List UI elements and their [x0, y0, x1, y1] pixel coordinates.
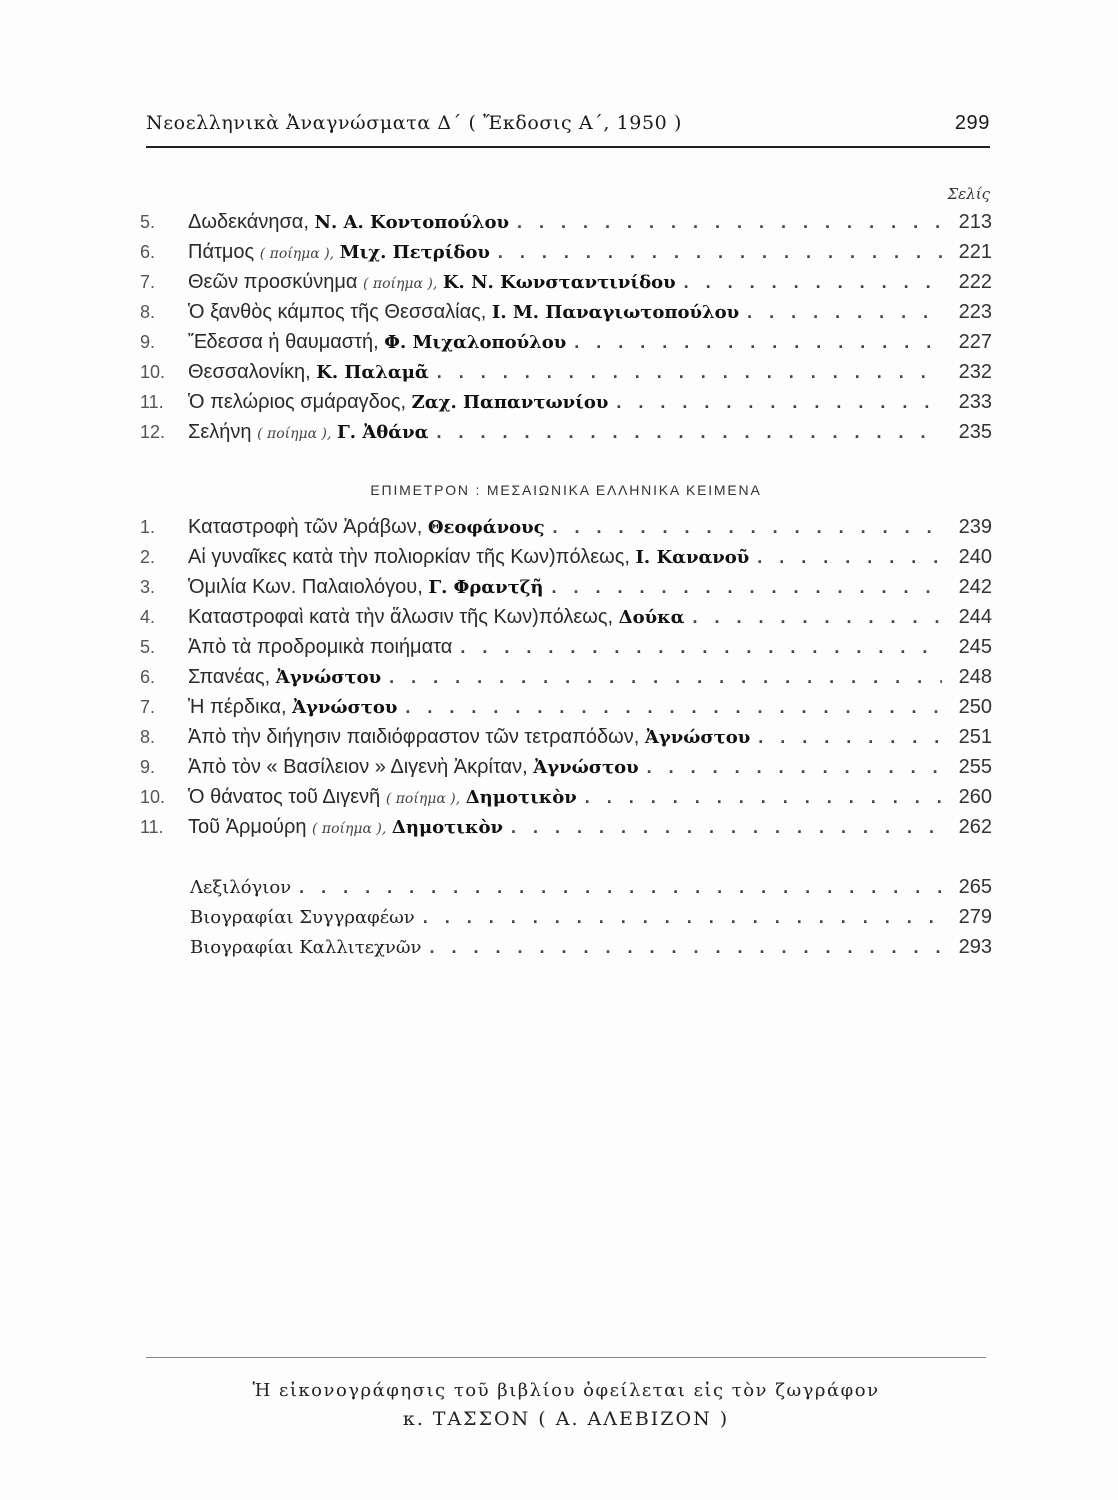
dot-leader [616, 387, 942, 417]
entry-number: 10. [140, 787, 166, 807]
dot-leader [423, 902, 942, 932]
entry-author: Ἀγνώστου [275, 667, 382, 688]
entry-page: 260 [958, 786, 992, 808]
entry-author: Ζαχ. Παπαντωνίου [411, 392, 609, 413]
entry-title: Πάτμος [188, 241, 255, 263]
entry-author: Γ. Ἀθάνα [337, 422, 429, 443]
entry-author: Ἀγνώστου [292, 697, 398, 718]
column-label-selis: Σελίς [947, 185, 990, 203]
dot-leader [574, 327, 942, 357]
toc-entry [190, 902, 992, 932]
entry-number: 5. [140, 637, 156, 657]
entry-number: 7. [140, 697, 156, 717]
entry-number: 5. [140, 212, 156, 232]
toc-entry [140, 602, 992, 632]
entry-title: Σελήνη [188, 421, 252, 443]
toc-entry [190, 872, 992, 902]
dot-leader [405, 692, 942, 722]
entry-author: Κ. Ν. Κωνσταντινίδου [442, 272, 676, 293]
entry-note: ( ποίημα ), [257, 426, 332, 442]
toc-entry [140, 572, 992, 602]
toc-entry [140, 267, 992, 297]
entry-note: ( ποίημα ), [259, 246, 335, 262]
entry-title: Καταστροφὴ τῶν Ἀράβων, [188, 516, 423, 538]
entry-author: Κ. Παλαμᾶ [316, 362, 429, 383]
toc-entry [140, 722, 992, 752]
entry-title: Τοῦ Ἀρμούρη [188, 816, 307, 838]
dot-leader [747, 297, 942, 327]
running-head [146, 112, 990, 142]
entry-page: 265 [958, 876, 992, 898]
entry-number: 11. [140, 817, 164, 837]
entry-title: Ὁ ξανθὸς κάμπος τῆς Θεσσαλίας, [188, 301, 487, 323]
entry-number: 10. [140, 362, 166, 382]
entry-note: ( ποίημα ), [363, 276, 438, 292]
entry-page: 213 [958, 211, 992, 233]
entry-number: 9. [140, 332, 156, 352]
toc-entry [140, 752, 992, 782]
entry-page: 279 [958, 906, 992, 928]
toc-entry [140, 207, 992, 237]
dot-leader [517, 207, 942, 237]
entry-title: Καταστροφαὶ κατὰ τὴν ἅλωσιν τῆς Κων)πόλεως, [188, 606, 614, 628]
entry-number: 3. [140, 577, 156, 597]
section-heading-epimetron: ΕΠΙΜΕΤΡΟΝ : ΜΕΣΑΙΩΝΙΚΑ ΕΛΛΗΝΙΚΑ ΚΕΙΜΕΝΑ [370, 482, 762, 498]
entry-title: Θεσσαλονίκη, [188, 361, 311, 383]
entry-author: Δημοτικὸν [465, 787, 577, 808]
entry-number: 4. [140, 607, 156, 627]
entry-number: 9. [140, 757, 156, 777]
entry-note: ( ποίημα ), [312, 821, 387, 837]
entry-page: 240 [958, 546, 992, 568]
entry-page: 222 [958, 271, 992, 293]
dot-leader [647, 752, 942, 782]
toc-entry [140, 327, 992, 357]
toc-group-appendix [190, 872, 992, 962]
toc-entry [140, 542, 992, 572]
entry-author: Δούκα [618, 607, 685, 628]
entry-title: Ἀπὸ τὴν διήγησιν παιδιόφραστον τῶν τετραπόδων, [188, 726, 640, 748]
entry-author: Ἀγνώστου [533, 757, 639, 778]
toc-entry [140, 782, 992, 812]
entry-title: Ἡ πέρδικα, [188, 696, 287, 718]
illustration-credit-line1: Ἡ εἰκονογράφησις τοῦ βιβλίου ὀφείλεται εἰς τὸν ζωγράφον [252, 1380, 880, 1401]
running-head-title: Νεοελληνικὰ Ἀναγνώσματα Δ΄ ( Ἔκδοσις Α΄, 1950 ) [146, 112, 683, 134]
footer-rule [146, 1357, 986, 1358]
entry-number: 8. [140, 727, 156, 747]
dot-leader [429, 932, 942, 962]
entry-number: 12. [140, 422, 166, 442]
dot-leader [684, 267, 942, 297]
entry-title: Δωδεκάνησα, [188, 211, 309, 233]
entry-page: 293 [958, 936, 992, 958]
toc-entry [140, 632, 992, 662]
entry-page: 221 [958, 241, 992, 263]
dot-leader [511, 812, 942, 842]
entry-page: 242 [958, 576, 992, 598]
entry-author: Θεοφάνους [427, 517, 545, 538]
dot-leader [552, 572, 942, 602]
entry-page: 232 [958, 361, 992, 383]
dot-leader [437, 357, 942, 387]
entry-title: Ὁ θάνατος τοῦ Διγενῆ [188, 786, 381, 808]
entry-page: 245 [958, 636, 992, 658]
dot-leader [498, 237, 942, 267]
entry-page: 244 [958, 606, 992, 628]
entry-page: 255 [958, 756, 992, 778]
entry-author: Ν. Α. Κοντοπούλου [314, 212, 510, 233]
entry-page: 223 [958, 301, 992, 323]
toc-entry [140, 662, 992, 692]
entry-title: Ὁμιλία Κων. Παλαιολόγου, [188, 576, 423, 598]
page-number: 299 [954, 112, 990, 134]
toc-entry [140, 512, 992, 542]
toc-entry [140, 237, 992, 267]
entry-title: Λεξιλόγιον [190, 877, 292, 898]
entry-title: Ἀπὸ τὰ προδρομικὰ ποιήματα [188, 636, 453, 658]
entry-page: 227 [958, 331, 992, 353]
toc-entry [190, 932, 992, 962]
toc-group-medieval [140, 512, 992, 842]
entry-number: 8. [140, 302, 156, 322]
dot-leader [299, 872, 942, 902]
illustration-credit-line2: κ. ΤΑΣΣΟΝ ( Α. ΑΛΕΒΙΖΟΝ ) [402, 1408, 730, 1430]
entry-number: 6. [140, 667, 156, 687]
dot-leader [758, 722, 942, 752]
entry-note: ( ποίημα ), [385, 791, 461, 807]
entry-author: Γ. Φραντζῆ [428, 577, 544, 598]
entry-page: 262 [958, 816, 992, 838]
entry-title: Θεῶν προσκύνημα [188, 271, 358, 293]
entry-page: 235 [958, 421, 992, 443]
header-rule [146, 146, 990, 148]
entry-author: Φ. Μιχαλοπούλου [384, 332, 567, 353]
entry-author: Ι. Κανανοῦ [635, 547, 750, 568]
entry-number: 7. [140, 272, 156, 292]
entry-page: 233 [958, 391, 992, 413]
entry-title: Αἱ γυναῖκες κατὰ τὴν πολιορκίαν τῆς Κων)πόλεως, [188, 546, 630, 568]
entry-page: 250 [958, 696, 992, 718]
entry-page: 239 [958, 516, 992, 538]
dot-leader [553, 512, 942, 542]
toc-entry [140, 417, 992, 447]
dot-leader [692, 602, 942, 632]
dot-leader [436, 417, 942, 447]
toc-group-main [140, 207, 992, 447]
entry-title: Ἀπὸ τὸν « Βασίλειον » Διγενὴ Ἀκρίταν, [188, 756, 528, 778]
dot-leader [585, 782, 942, 812]
entry-author: Μιχ. Πετρίδου [339, 242, 490, 263]
entry-number: 1. [140, 517, 156, 537]
entry-number: 2. [140, 547, 156, 567]
entry-author: Ἀγνώστου [644, 727, 751, 748]
entry-page: 251 [958, 726, 992, 748]
toc-entry [140, 692, 992, 722]
entry-title: Σπανέας, [188, 666, 271, 688]
entry-number: 6. [140, 242, 156, 262]
toc-entry [140, 812, 992, 842]
toc-entry [140, 297, 992, 327]
toc-entry [140, 387, 992, 417]
dot-leader [389, 662, 942, 692]
dot-leader [460, 632, 942, 662]
dot-leader [757, 542, 942, 572]
entry-title: Βιογραφίαι Συγγραφέων [190, 907, 415, 928]
entry-author: Δημοτικὸν [391, 817, 503, 838]
entry-number: 11. [140, 392, 164, 412]
entry-title: Ὁ πελώριος σμάραγδος, [188, 391, 407, 413]
entry-author: Ι. Μ. Παναγιωτοπούλου [491, 302, 740, 323]
toc-entry [140, 357, 992, 387]
entry-title: Ἔδεσσα ἡ θαυμαστή, [188, 331, 379, 353]
entry-title: Βιογραφίαι Καλλιτεχνῶν [190, 937, 422, 958]
entry-page: 248 [958, 666, 992, 688]
